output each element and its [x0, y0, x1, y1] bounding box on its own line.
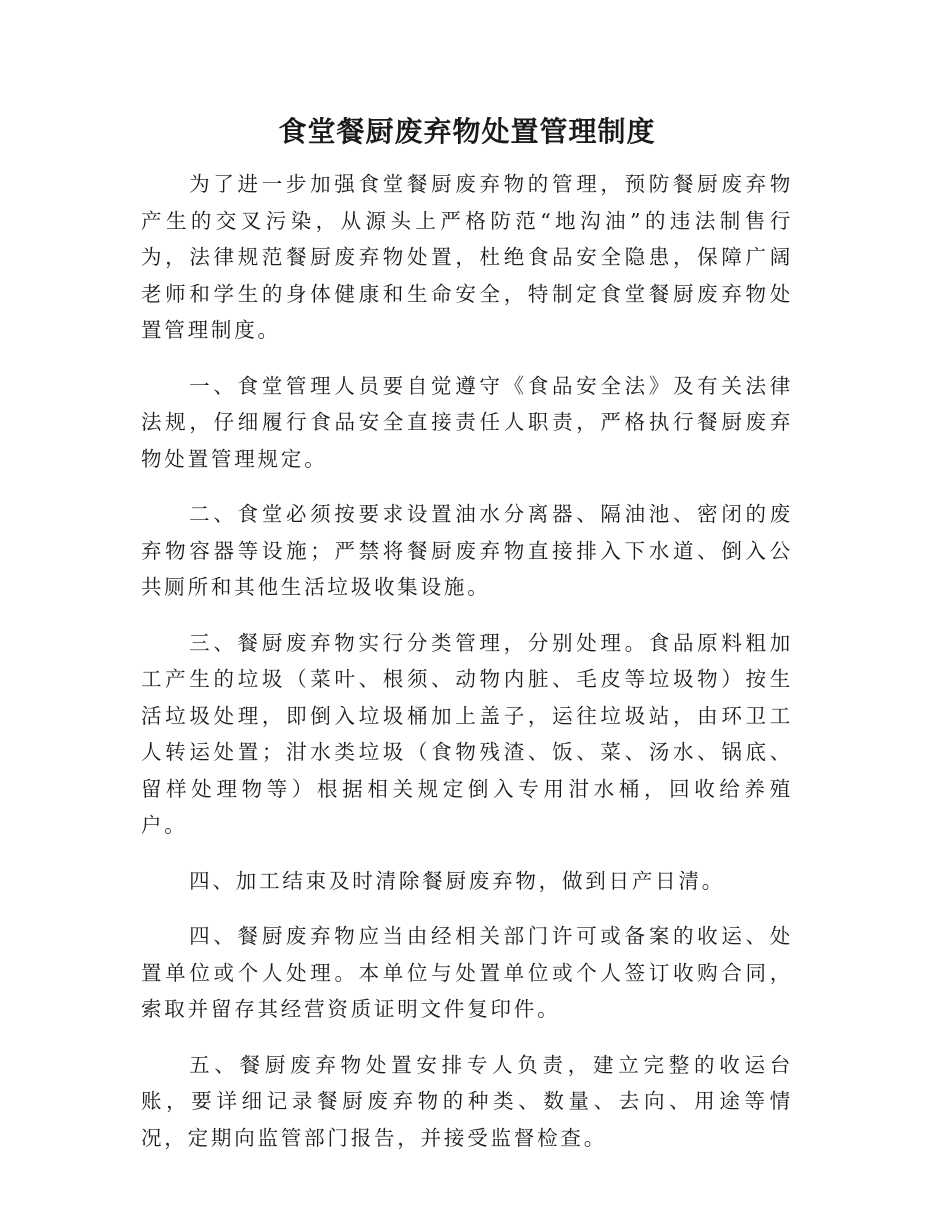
document-title: 食堂餐厨废弃物处置管理制度: [278, 115, 656, 148]
clause-paragraph: 二、食堂必须按要求设置油水分离器、隔油池、密闭的废弃物容器等设施；严禁将餐厨废弃物直接排入下水道、倒入公共厕所和其他生活垃圾收集设施。: [141, 502, 793, 599]
clause-paragraph: 五、餐厨废弃物处置安排专人负责，建立完整的收运台账，要详细记录餐厨废弃物的种类、数量、去向、用途等情况，定期向监管部门报告，并接受监督检查。: [141, 1052, 793, 1150]
clause-paragraph: 三、餐厨废弃物实行分类管理，分别处理。食品原料粗加工产生的垃圾（菜叶、根须、动物内脏、毛皮等垃圾物）按生活垃圾处理，即倒入垃圾桶加上盖子，运往垃圾站，由环卫工人转运处置；泔水类垃圾（食物残渣、饭、菜、汤水、锅底、留样处理物等）根据相关规定倒入专用泔水桶，回收给养殖户。: [141, 630, 793, 837]
intro-paragraph: 为了进一步加强食堂餐厨废弃物的管理，预防餐厨废弃物产生的交叉污染，从源头上严格防范“地沟油”的违法制售行为，法律规范餐厨废弃物处置，杜绝食品安全隐患，保障广阔老师和学生的身体健康和生命安全，特制定食堂餐厨废弃物处置管理制度。: [141, 172, 793, 342]
clause-paragraph: 四、餐厨废弃物应当由经相关部门许可或备案的收运、处置单位或个人处理。本单位与处置单位或个人签订收购合同，索取并留存其经营资质证明文件复印件。: [141, 924, 793, 1021]
document-page: [141, 110, 793, 1175]
clause-paragraph: 一、食堂管理人员要自觉遵守《食品安全法》及有关法律法规，仔细履行食品安全直接责任人职责，严格执行餐厨废弃物处置管理规定。: [141, 373, 793, 471]
clause-paragraph: 四、加工结束及时清除餐厨废弃物，做到日产日清。: [189, 868, 726, 893]
